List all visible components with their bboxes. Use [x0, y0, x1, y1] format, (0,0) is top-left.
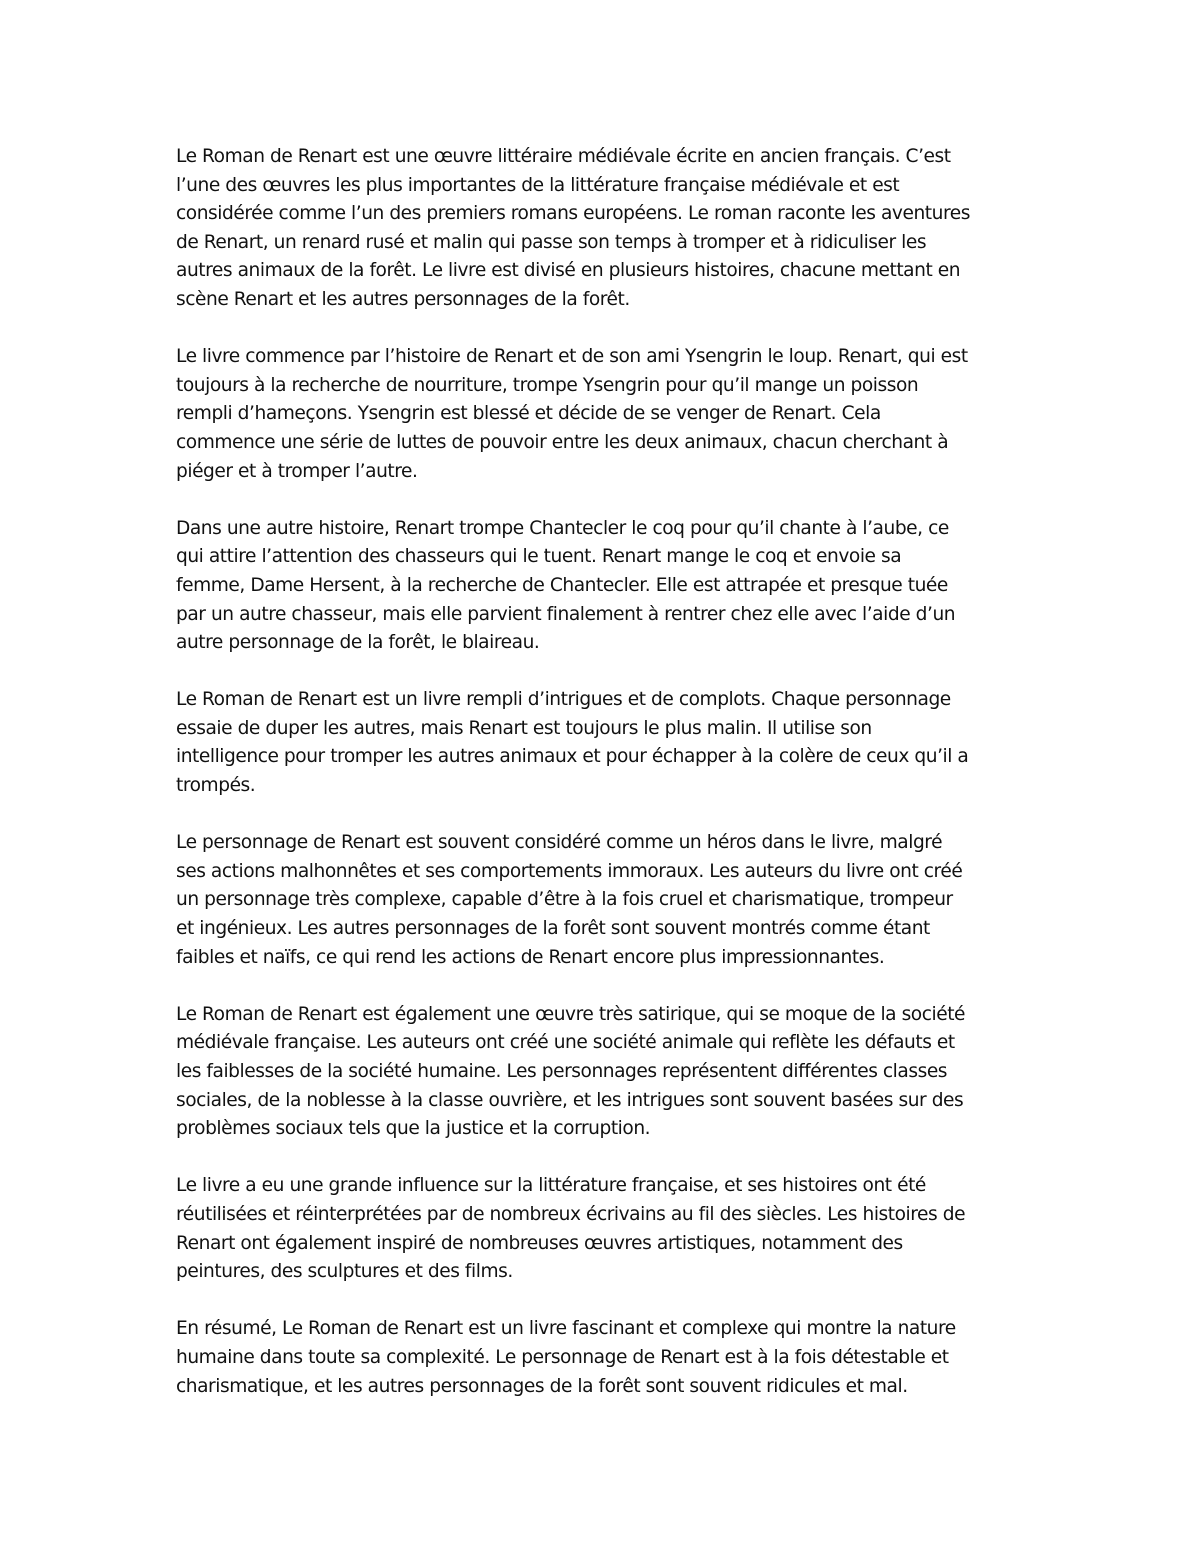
text-line: considérée comme l’un des premiers romans européens. Le roman raconte les aventures — [176, 203, 970, 225]
text-line: femme, Dame Hersent, à la recherche de Chantecler. Elle est attrapée et presque tuée — [176, 574, 948, 596]
text-line: ses actions malhonnêtes et ses comportements immoraux. Les auteurs du livre ont créé — [176, 860, 963, 882]
paragraph-3 — [176, 515, 1036, 658]
paragraph-7 — [176, 1172, 1036, 1286]
text-line: essaie de duper les autres, mais Renart est toujours le plus malin. Il utilise son — [176, 717, 872, 739]
text-line: Le Roman de Renart est une œuvre littéraire médiévale écrite en ancien français. C’est — [176, 146, 951, 167]
text-line: Le Roman de Renart est également une œuvre très satirique, qui se moque de la société — [176, 1003, 966, 1025]
text-line: autres animaux de la forêt. Le livre est divisé en plusieurs histoires, chacune mettant en — [176, 260, 961, 282]
text-line: rempli d’hameçons. Ysengrin est blessé et décide de se venger de Renart. Cela — [176, 403, 881, 425]
text-line: et ingénieux. Les autres personnages de la forêt sont souvent montrés comme étant — [176, 918, 930, 940]
text-line: l’une des œuvres les plus importantes de la littérature française médiévale et est — [176, 174, 900, 196]
paragraph-8 — [176, 1315, 1036, 1401]
paragraph-1 — [176, 143, 1036, 315]
text-line: Le personnage de Renart est souvent considéré comme un héros dans le livre, malgré — [176, 832, 943, 854]
text-line: commence une série de luttes de pouvoir entre les deux animaux, chacun cherchant à — [176, 431, 949, 453]
text-line: piéger et à tromper l’autre. — [176, 460, 418, 482]
text-line: toujours à la recherche de nourriture, trompe Ysengrin pour qu’il mange un poisson — [176, 374, 919, 396]
paragraph-2 — [176, 343, 1036, 486]
text-line: problèmes sociaux tels que la justice et la corruption. — [176, 1118, 651, 1140]
text-line: autre personnage de la forêt, le blaireau. — [176, 632, 540, 654]
text-line: charismatique, et les autres personnages de la forêt sont souvent ridicules et mal. — [176, 1375, 908, 1397]
text-line: Renart ont également inspiré de nombreuses œuvres artistiques, notamment des — [176, 1232, 903, 1254]
text-line: En résumé, Le Roman de Renart est un livre fascinant et complexe qui montre la nature — [176, 1318, 956, 1340]
text-line: réutilisées et réinterprétées par de nombreux écrivains au fil des siècles. Les histoires de — [176, 1203, 966, 1225]
paragraph-5 — [176, 829, 1036, 972]
text-line: les faiblesses de la société humaine. Les personnages représentent différentes classes — [176, 1061, 948, 1082]
text-line: Le Roman de Renart est un livre rempli d’intrigues et de complots. Chaque personnage — [176, 689, 951, 711]
paragraph-6 — [176, 1001, 1036, 1144]
text-line: faibles et naïfs, ce qui rend les actions de Renart encore plus impressionnantes. — [176, 946, 885, 968]
text-line: humaine dans toute sa complexité. Le personnage de Renart est à la fois détestable et — [176, 1346, 949, 1368]
text-line: Le livre commence par l’histoire de Renart et de son ami Ysengrin le loup. Renart, qui est — [176, 346, 968, 368]
text-line: de Renart, un renard rusé et malin qui passe son temps à tromper et à ridiculiser les — [176, 231, 927, 253]
text-line: un personnage très complexe, capable d’être à la fois cruel et charismatique, trompeur — [176, 889, 953, 911]
text-line: trompés. — [176, 775, 256, 797]
text-line: peintures, des sculptures et des films. — [176, 1261, 513, 1283]
text-line: scène Renart et les autres personnages de la forêt. — [176, 288, 630, 310]
text-line: Dans une autre histoire, Renart trompe Chantecler le coq pour qu’il chante à l’aube, ce — [176, 517, 949, 539]
text-line: qui attire l’attention des chasseurs qui le tuent. Renart mange le coq et envoie sa — [176, 546, 902, 568]
paragraph-4 — [176, 686, 1036, 800]
text-line: par un autre chasseur, mais elle parvient finalement à rentrer chez elle avec l’aide d’un — [176, 603, 956, 625]
text-line: Le livre a eu une grande influence sur la littérature française, et ses histoires ont été — [176, 1175, 926, 1197]
text-line: sociales, de la noblesse à la classe ouvrière, et les intrigues sont souvent basées sur des — [176, 1089, 964, 1111]
document-body — [176, 143, 1036, 1430]
text-line: médiévale française. Les auteurs ont créé une société animale qui reflète les défauts et — [176, 1032, 955, 1054]
text-line: intelligence pour tromper les autres animaux et pour échapper à la colère de ceux qu’il a — [176, 746, 969, 768]
